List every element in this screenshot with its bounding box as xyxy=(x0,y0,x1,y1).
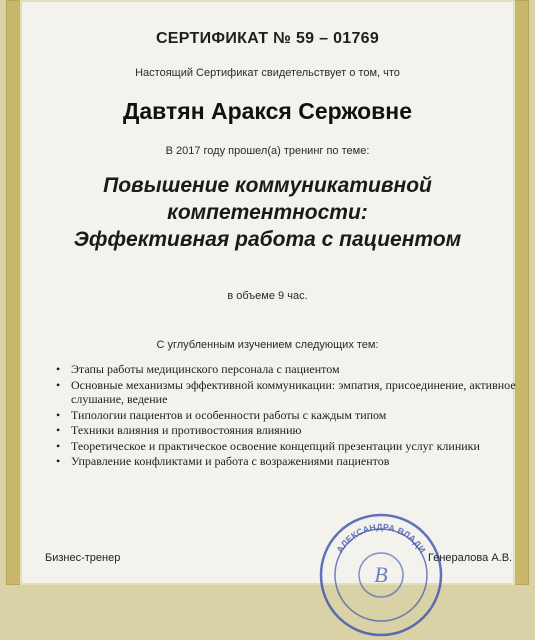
stamp-text: АЛЕКСАНДРА ВЛАДИ xyxy=(334,521,428,555)
study-topics-list xyxy=(56,362,516,470)
list-item: • Типологии пациентов и особенности работы с каждым типом xyxy=(56,408,516,423)
signature-name: Генералова А.В. xyxy=(428,552,513,564)
certificate-paper xyxy=(20,0,515,585)
training-hours: в объеме 9 час. xyxy=(227,290,308,302)
certificate-title: СЕРТИФИКАТ № 59 – 01769 xyxy=(155,30,380,47)
certificate-border xyxy=(6,0,529,585)
svg-text:В: В xyxy=(374,562,388,587)
training-topic-line: компетентности: xyxy=(167,201,368,224)
study-topics-heading: С углубленным изучением следующих тем: xyxy=(156,339,379,351)
signature-role: Бизнес-тренер xyxy=(45,552,121,564)
recipient-name: Давтян Аракся Сержовне xyxy=(123,98,412,124)
training-topic xyxy=(20,172,515,253)
list-item: • Теоретическое и практическое освоение концепций презентации услуг клиники xyxy=(56,439,516,454)
training-topic-line: Эффективная работа с пациентом xyxy=(73,228,462,251)
certificate-intro: Настоящий Сертификат свидетельствует о том, что xyxy=(135,67,400,79)
list-item: • Этапы работы медицинского персонала с пациентом xyxy=(56,362,516,377)
svg-text:АЛЕКСАНДРА ВЛАДИ xyxy=(335,522,428,555)
training-topic-line: Повышение коммуникативной xyxy=(103,174,432,197)
round-seal-stamp xyxy=(316,510,446,640)
training-year-line: В 2017 году прошел(а) тренинг по теме: xyxy=(165,145,370,157)
list-item: • Техники влияния и противостояния влиянию xyxy=(56,423,516,438)
list-item: • Управление конфликтами и работа с возражениями пациентов xyxy=(56,454,516,469)
list-item: • Основные механизмы эффективной коммуникации: эмпатия, присоединение, активное слушание, ведение xyxy=(56,378,516,407)
